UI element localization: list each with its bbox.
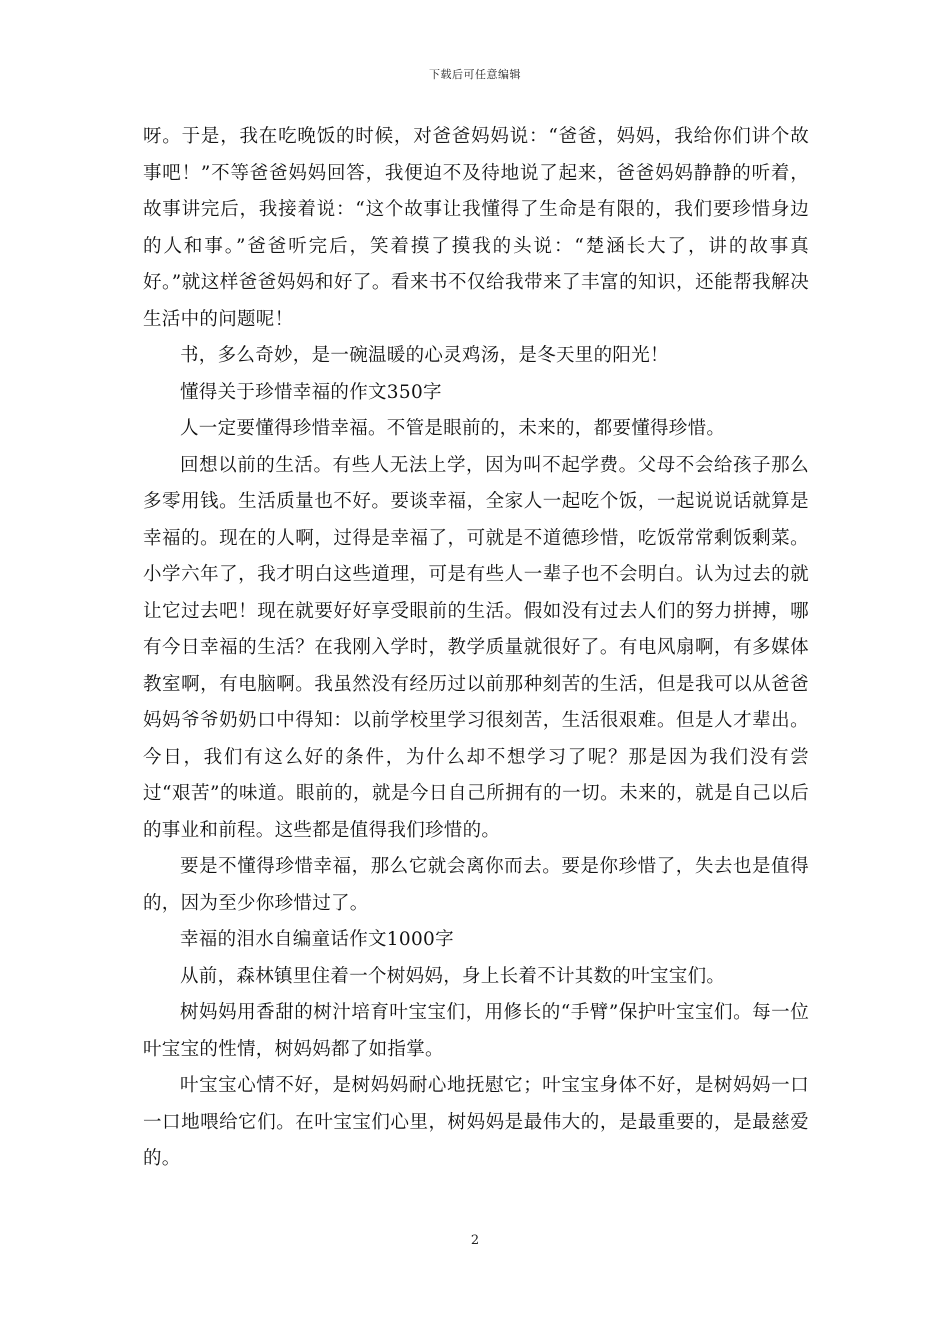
paragraph: 书，多么奇妙，是一碗温暖的心灵鸡汤，是冬天里的阳光！ — [180, 345, 669, 366]
page-header: 下载后可任意编辑 — [429, 68, 521, 81]
essay-title: 幸福的泪水自编童话作文1000字 — [180, 929, 454, 950]
paragraph: 树妈妈用香甜的树汁培育叶宝宝们，用修长的“手臂”保护叶宝宝们。每一位叶宝宝的性情，树妈妈都了如指掌。 — [143, 1002, 809, 1060]
essay-title: 懂得关于珍惜幸福的作文350字 — [180, 381, 442, 403]
document-body — [143, 119, 809, 1178]
page-number: 2 — [470, 1233, 480, 1248]
paragraph: 回想以前的生活。有些人无法上学，因为叫不起学费。父母不会给孩子那么多零用钱。生活质量也不好。要谈幸福，全家人一起吃个饭，一起说说话就算是幸福的。现在的人啊，过得是幸福了，可就是不道德珍惜，吃饭常常剩饭剩菜。小学六年了，我才明白这些道理，可是有些人一辈子也不会明白。认为过去的就让它过去吧！现在就要好好享受眼前的生活。假如没有过去人们的努力拼搏，哪有今日幸福的生活？在我刚入学时，教学质量就很好了。有电风扇啊，有多媒体教室啊，有电脑啊。我虽然没有经历过以前那种刻苦的生活，但是我可以从爸爸妈妈爷爷奶奶口中得知：以前学校里学习很刻苦，生活很艰难。但是人才辈出。今日，我们有这么好的条件，为什么却不想学习了呢？那是因为我们没有尝过“艰苦”的味道。眼前的，就是今日自己所拥有的一切。未来的，就是自己以后的事业和前程。这些都是值得我们珍惜的。 — [143, 454, 809, 841]
paragraph: 人一定要懂得珍惜幸福。不管是眼前的，未来的，都要懂得珍惜。 — [180, 418, 726, 439]
paragraph-continuation: 呀。于是，我在吃晚饭的时候，对爸爸妈妈说：“爸爸，妈妈，我给你们讲个故事吧！”不等爸爸妈妈回答，我便迫不及待地说了起来，爸爸妈妈静静的听着，故事讲完后，我接着说：“这个故事让我懂得了生命是有限的，我们要珍惜身边的人和事。”爸爸听完后，笑着摸了摸我的头说：“楚涵长大了，讲的故事真好。”就这样爸爸妈妈和好了。看来书不仅给我带来了丰富的知识，还能帮我解决生活中的问题呢！ — [143, 126, 809, 330]
paragraph: 从前，森林镇里住着一个树妈妈，身上长着不计其数的叶宝宝们。 — [180, 965, 726, 987]
paragraph: 叶宝宝心情不好，是树妈妈耐心地抚慰它；叶宝宝身体不好，是树妈妈一口一口地喂给它们。在叶宝宝们心里，树妈妈是最伟大的，是最重要的，是最慈爱的。 — [143, 1075, 809, 1169]
paragraph: 要是不懂得珍惜幸福，那么它就会离你而去。要是你珍惜了，失去也是值得的，因为至少你珍惜过了。 — [143, 856, 809, 914]
